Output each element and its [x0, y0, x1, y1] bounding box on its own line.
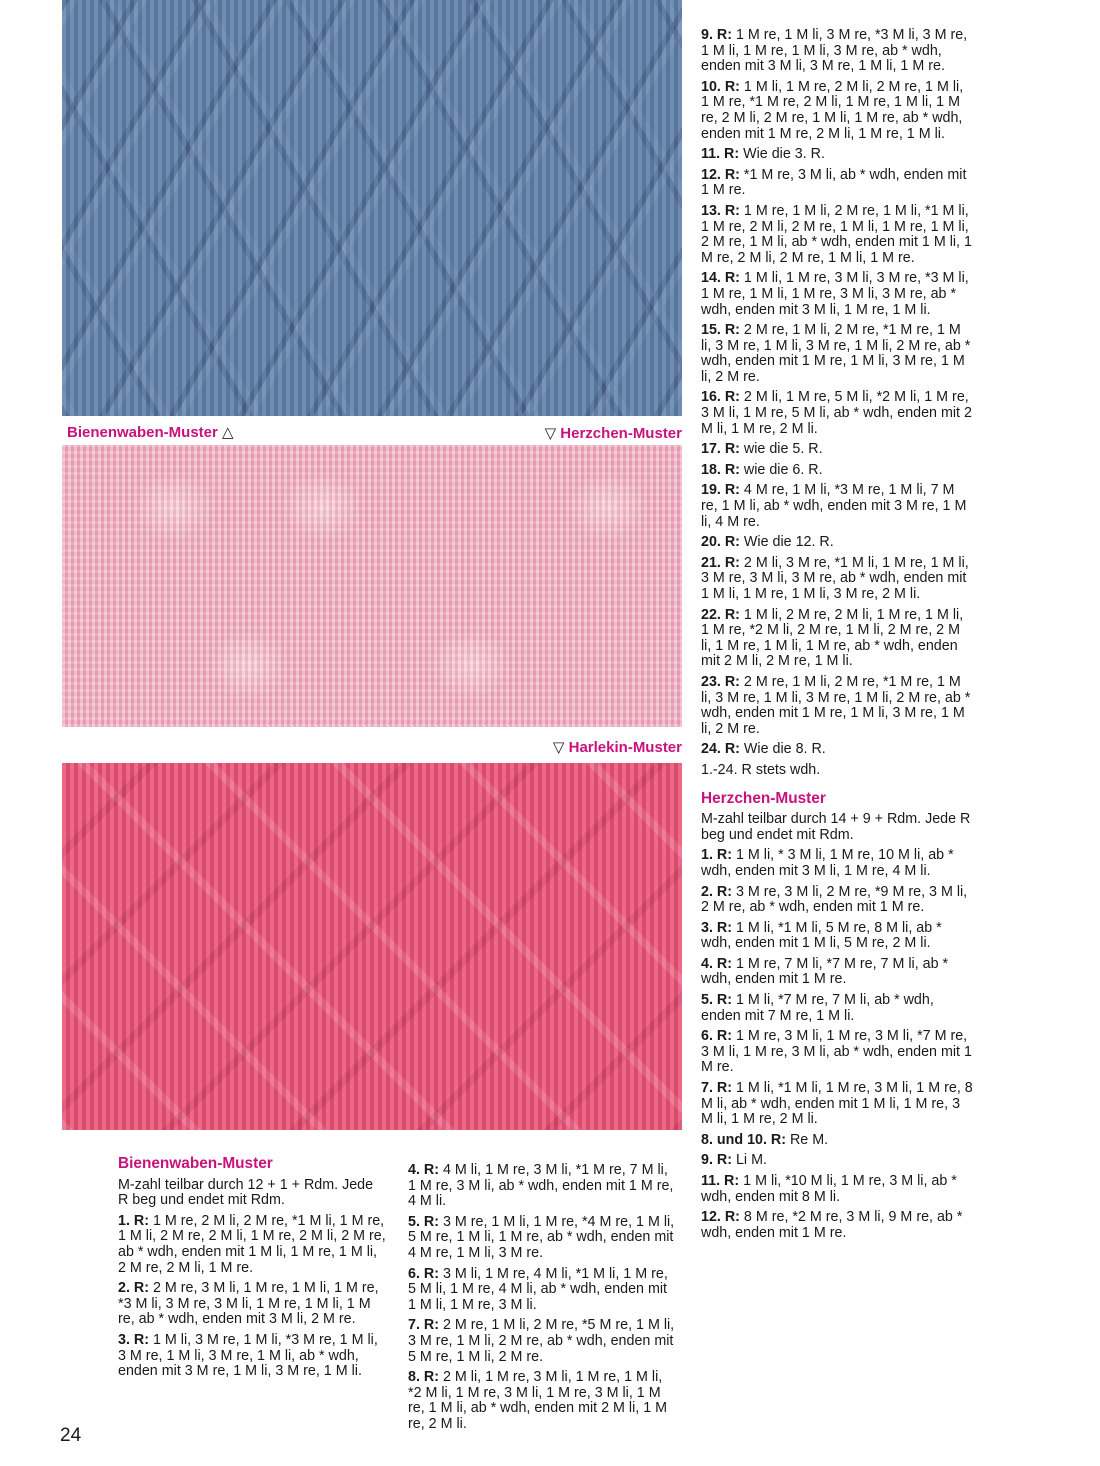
row-label: 3. R:	[701, 919, 732, 936]
knitting-swatch-blue-photo	[62, 0, 682, 416]
row-label: 10. R:	[701, 78, 740, 95]
row-label: 2. R:	[701, 883, 732, 900]
row-text: *1 M re, 3 M li, ab * wdh, enden mit 1 M re.	[701, 166, 967, 199]
row-label: 3. R:	[118, 1331, 149, 1348]
row-text: 1 M li, *7 M re, 7 M li, ab * wdh, enden mit 7 M re, 1 M li.	[701, 992, 934, 1024]
pattern-row	[408, 1163, 676, 1210]
pattern-row	[701, 80, 973, 142]
row-label: 23. R:	[701, 673, 740, 690]
section-heading-herzchen: Herzchen-Muster	[701, 789, 826, 807]
row-text: 2 M re, 1 M li, 2 M re, *1 M re, 1 M li, 3 M re, 1 M li, 3 M re, 1 M li, 2 M re, ab * wdh, enden mit 1 M re, 1 M li, 3 M re, 1 M li, 2 M re.	[701, 673, 971, 737]
row-label: 11. R:	[701, 1173, 740, 1189]
pattern-row	[701, 271, 973, 318]
knitting-swatch-red-photo	[62, 763, 682, 1130]
page-number: 24	[60, 1425, 82, 1446]
pattern-row	[408, 1318, 676, 1365]
row-label: 8. R:	[408, 1369, 439, 1386]
pattern-row	[701, 442, 973, 458]
caption-herzchen-label: Herzchen-Muster	[560, 425, 682, 442]
pattern-row	[701, 535, 973, 551]
row-label: 24. R:	[701, 741, 740, 758]
pattern-row	[701, 675, 973, 737]
row-text: 4 M re, 1 M li, *3 M re, 1 M li, 7 M re, 1 M li, ab * wdh, enden mit 3 M re, 1 M li, 4 M re.	[701, 482, 967, 530]
row-text: 1 M li, 3 M re, 1 M li, *3 M re, 1 M li, 3 M re, 1 M li, 3 M re, 1 M li, ab * wdh, enden mit 3 M re, 1 M li, 3 M re, 1 M li.	[118, 1331, 378, 1380]
instructions-column-middle	[408, 1163, 676, 1438]
instructions-column-left	[118, 1156, 386, 1385]
row-label: 13. R:	[701, 202, 740, 219]
row-label: 9. R:	[701, 1152, 732, 1169]
pattern-row	[701, 168, 973, 199]
row-label: 2. R:	[118, 1280, 149, 1297]
row-label: 21. R:	[701, 554, 740, 571]
pattern-row	[701, 204, 973, 266]
pattern-row	[701, 1029, 973, 1076]
row-label: 1. R:	[701, 847, 732, 864]
row-label: 12. R:	[701, 1209, 740, 1226]
row-text: 2 M li, 1 M re, 5 M li, *2 M li, 1 M re, 3 M li, 1 M re, 5 M li, ab * wdh, enden mit 2 M li, 1 M re, 2 M li.	[701, 389, 972, 437]
pattern-row	[701, 921, 973, 952]
triangle-down-icon: ▽	[552, 739, 565, 756]
row-text: 2 M re, 3 M li, 1 M re, 1 M li, 1 M re, *3 M li, 3 M re, 3 M li, 1 M re, 1 M li, 1 M re, ab * wdh, enden mit 3 M li, 2 M re.	[118, 1280, 379, 1328]
row-text: wie die 5. R.	[743, 441, 823, 458]
row-text: 2 M re, 1 M li, 2 M re, *5 M re, 1 M li, 3 M re, 1 M li, 2 M re, ab * wdh, enden mit 5 M re, 1 M li, 2 M re.	[408, 1317, 675, 1365]
caption-harlekin-label: Harlekin-Muster	[568, 739, 682, 756]
pattern-row	[701, 147, 973, 163]
row-label: 6. R:	[408, 1265, 439, 1282]
row-text: Wie die 3. R.	[743, 146, 825, 163]
caption-herzchen	[545, 425, 682, 443]
row-label: 17. R:	[701, 441, 740, 458]
pattern-row	[701, 1210, 973, 1241]
row-label: 4. R:	[408, 1162, 439, 1178]
row-text: 8 M re, *2 M re, 3 M li, 9 M re, ab * wdh, enden mit 1 M re.	[701, 1209, 963, 1241]
instructions-column-right	[701, 28, 973, 1241]
row-text: 3 M li, 1 M re, 4 M li, *1 M li, 1 M re, 5 M li, 1 M re, 4 M li, ab * wdh, enden mit 1 M li, 1 M re, 3 M li.	[408, 1265, 668, 1313]
caption-harlekin	[553, 739, 682, 757]
row-text: Wie die 12. R.	[743, 534, 834, 551]
row-label: 9. R:	[701, 27, 732, 43]
row-text: 3 M re, 1 M li, 1 M re, *4 M re, 1 M li, 5 M re, 1 M li, 1 M re, ab * wdh, enden mit 4 M re, 1 M li, 3 M re.	[408, 1213, 675, 1261]
row-label: 16. R:	[701, 389, 740, 406]
pattern-row	[701, 1081, 973, 1128]
row-text: 3 M re, 3 M li, 2 M re, *9 M re, 3 M li, 2 M re, ab * wdh, enden mit 1 M re.	[701, 883, 968, 916]
row-text: 1 M re, 1 M li, 2 M re, 1 M li, *1 M li, 1 M re, 2 M li, 2 M re, 1 M li, 1 M re, 1 M li, 2 M re, 1 M li, ab * wdh, enden mit 1 M li, 1 M re, 2 M li, 2 M re, 1 M li, 1 M re.	[701, 202, 972, 266]
row-label: 5. R:	[408, 1213, 439, 1230]
row-text: 2 M re, 1 M li, 2 M re, *1 M re, 1 M li, 3 M re, 1 M li, 3 M re, 1 M li, 2 M re, ab * wdh, enden mit 1 M re, 1 M li, 3 M re, 1 M li, 2 M re.	[701, 322, 971, 385]
triangle-up-icon: △	[222, 424, 234, 441]
row-label: 12. R:	[701, 166, 740, 183]
pattern-row	[701, 993, 973, 1024]
row-text: Re M.	[789, 1131, 829, 1148]
pattern-row	[701, 323, 973, 385]
row-label: 19. R:	[701, 482, 740, 499]
pattern-row	[701, 957, 973, 988]
pattern-row	[701, 463, 973, 479]
row-text: Li M.	[735, 1152, 767, 1169]
row-label: 14. R:	[701, 270, 740, 287]
section-heading-bienenwaben: Bienenwaben-Muster	[118, 1155, 273, 1172]
pattern-row	[408, 1215, 676, 1262]
row-label: 22. R:	[701, 606, 740, 623]
pattern-row	[701, 608, 973, 670]
row-label: 5. R:	[701, 992, 732, 1009]
pattern-row	[701, 742, 973, 758]
caption-bienenwaben-label: Bienenwaben-Muster	[67, 424, 218, 441]
repeat-note: 1.-24. R stets wdh.	[701, 761, 821, 778]
pattern-intro: M-zahl teilbar durch 12 + 1 + Rdm. Jede R beg und endet mit Rdm.	[118, 1176, 374, 1209]
row-text: 1 M li, *1 M li, 5 M re, 8 M li, ab * wdh, enden mit 1 M li, 5 M re, 2 M li.	[701, 919, 942, 952]
row-text: 1 M re, 7 M li, *7 M re, 7 M li, ab * wdh, enden mit 1 M re.	[701, 955, 949, 988]
pattern-row	[701, 1174, 973, 1205]
pattern-row	[408, 1267, 676, 1314]
row-text: 1 M li, *1 M li, 1 M re, 3 M li, 1 M re, 8 M li, ab * wdh, enden mit 1 M li, 1 M re, 3 M li, 1 M re, 2 M li.	[701, 1080, 973, 1128]
pattern-row	[701, 885, 973, 916]
row-label: 8. und 10. R:	[701, 1131, 786, 1148]
row-text: 1 M re, 2 M li, 2 M re, *1 M li, 1 M re, 1 M li, 2 M re, 2 M li, 1 M re, 2 M li, 2 M re, ab * wdh, enden mit 1 M li, 1 M re, 1 M li, 2 M re, 2 M li, 1 M re.	[118, 1212, 386, 1276]
pattern-row	[701, 1133, 973, 1149]
row-label: 18. R:	[701, 461, 740, 478]
pattern-row	[701, 28, 973, 75]
pattern-row	[701, 848, 973, 879]
row-label: 6. R:	[701, 1028, 732, 1045]
pattern-row	[118, 1333, 386, 1380]
row-text: 2 M li, 3 M re, *1 M li, 1 M re, 1 M li, 3 M re, 3 M li, 3 M re, ab * wdh, enden mit 1 M li, 1 M re, 1 M li, 3 M re, 2 M li.	[701, 554, 969, 602]
row-text: 1 M li, 1 M re, 2 M li, 2 M re, 1 M li, 1 M re, *1 M re, 2 M li, 1 M re, 1 M li, 1 M re, 2 M li, 2 M re, 1 M li, 1 M re, ab * wdh, enden mit 1 M re, 2 M li, 1 M re, 1 M li.	[701, 78, 964, 142]
row-text: 2 M li, 1 M re, 3 M li, 1 M re, 1 M li, *2 M li, 1 M re, 3 M li, 1 M re, 3 M li, 1 M re, 1 M li, ab * wdh, enden mit 2 M li, 1 M re, 2 M li.	[408, 1369, 668, 1432]
row-text: 1 M li, *10 M li, 1 M re, 3 M li, ab * wdh, enden mit 8 M li.	[701, 1173, 957, 1205]
row-text: 1 M li, 1 M re, 3 M li, 3 M re, *3 M li, 1 M re, 1 M li, 1 M re, 3 M li, 3 M re, ab * wdh, enden mit 3 M li, 1 M re, 1 M li.	[701, 270, 969, 318]
row-label: 7. R:	[408, 1317, 439, 1334]
row-text: 1 M li, * 3 M li, 1 M re, 10 M li, ab * wdh, enden mit 3 M li, 1 M re, 4 M li.	[701, 847, 954, 879]
row-text: wie die 6. R.	[743, 461, 823, 478]
row-text: 1 M li, 2 M re, 2 M li, 1 M re, 1 M li, 1 M re, *2 M li, 2 M re, 1 M li, 2 M re, 2 M li, 1 M re, 1 M li, 1 M re, ab * wdh, enden mit 2 M li, 2 M re, 1 M li.	[701, 606, 964, 670]
row-label: 4. R:	[701, 955, 732, 972]
row-text: 4 M li, 1 M re, 3 M li, *1 M re, 7 M li, 1 M re, 3 M li, ab * wdh, enden mit 1 M re, 4 M li.	[408, 1162, 674, 1210]
row-label: 15. R:	[701, 322, 740, 339]
caption-bienenwaben	[67, 424, 234, 442]
pattern-row	[118, 1214, 386, 1276]
knitting-swatch-light-pink-photo	[62, 445, 682, 727]
row-label: 7. R:	[701, 1080, 732, 1097]
row-label: 11. R:	[701, 146, 740, 163]
pattern-row	[118, 1281, 386, 1328]
row-text: 1 M re, 3 M li, 1 M re, 3 M li, *7 M re, 3 M li, 1 M re, 3 M li, ab * wdh, enden mit 1 M re.	[701, 1028, 972, 1076]
pattern-row	[701, 556, 973, 603]
pattern-row	[701, 483, 973, 530]
pattern-row	[701, 390, 973, 437]
triangle-down-icon: ▽	[544, 425, 557, 442]
row-text: Wie die 8. R.	[743, 741, 826, 758]
pattern-intro: M-zahl teilbar durch 14 + 9 + Rdm. Jede R beg und endet mit Rdm.	[701, 811, 971, 843]
pattern-row	[701, 1153, 973, 1169]
row-text: 1 M re, 1 M li, 3 M re, *3 M li, 3 M re, 1 M li, 1 M re, 1 M li, 3 M re, ab * wdh, enden mit 3 M li, 3 M re, 1 M li, 1 M re.	[701, 27, 968, 75]
row-label: 20. R:	[701, 534, 740, 551]
pattern-row	[408, 1370, 676, 1432]
row-label: 1. R:	[118, 1212, 149, 1229]
